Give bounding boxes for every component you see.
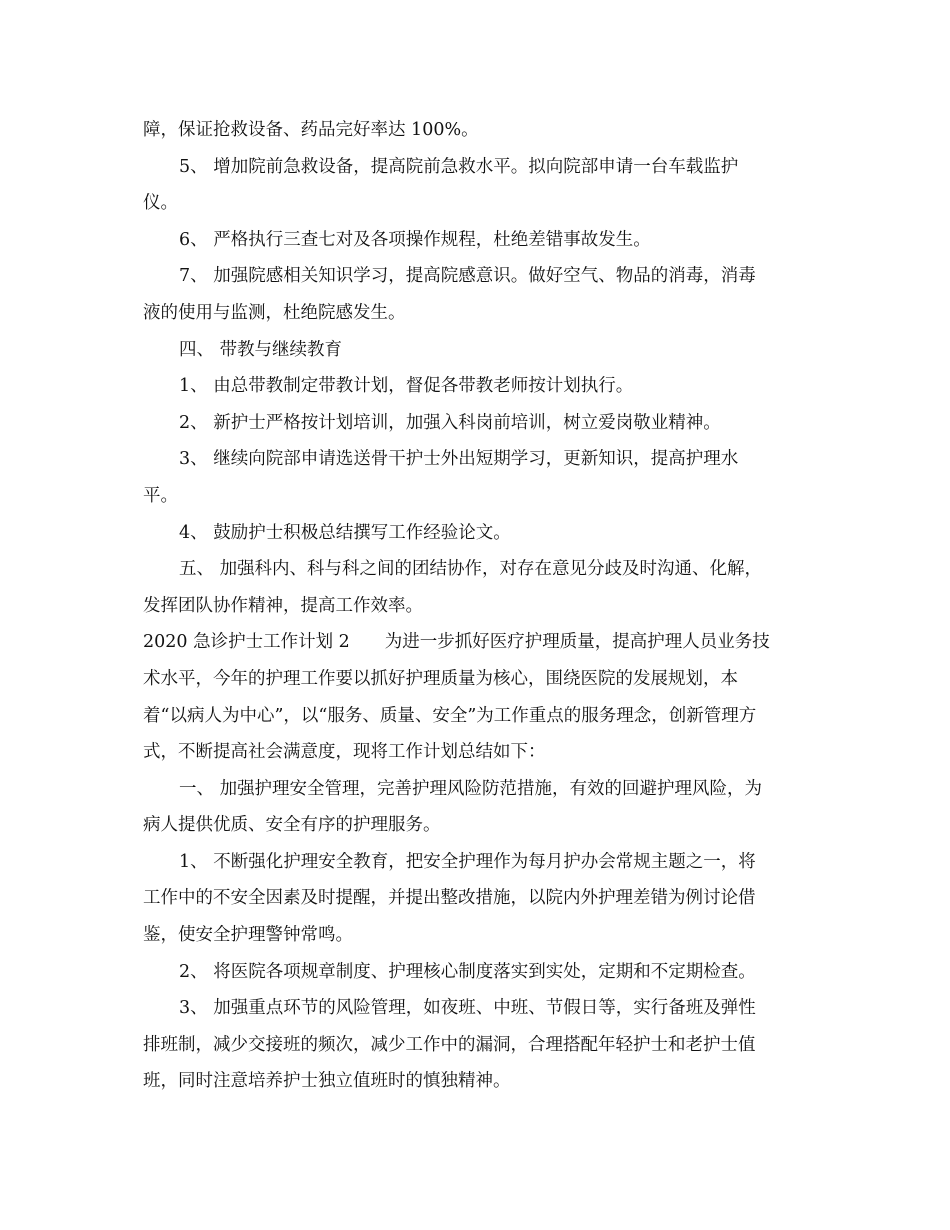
text-line: 工作中的不安全因素及时提醒，并提出整改措施，以院内外护理差错为例讨论借 bbox=[143, 888, 756, 909]
plan-title-line: 2020 急诊护士工作计划 2 为进一步抓好医疗护理质量，提高护理人员业务技 bbox=[143, 632, 770, 653]
text-line: 班，同时注意培养护士独立值班时的慎独精神。 bbox=[143, 1071, 511, 1092]
text-line: 病人提供优质、安全有序的护理服务。 bbox=[143, 815, 441, 836]
text-line: 2、 将医院各项规章制度、护理核心制度落实到实处，定期和不定期检查。 bbox=[179, 961, 756, 982]
text-line: 术水平，今年的护理工作要以抓好护理质量为核心，围绕医院的发展规划，本 bbox=[143, 668, 738, 689]
text-line: 平。 bbox=[143, 485, 178, 506]
text-line: 1、 由总带教制定带教计划，督促各带教老师按计划执行。 bbox=[179, 376, 634, 397]
text-line: 着“以病人为中心”，以“服务、质量、安全”为工作重点的服务理念，创新管理方 bbox=[143, 705, 757, 726]
text-line: 仪。 bbox=[143, 193, 178, 214]
text-line: 6、 严格执行三查七对及各项操作规程，杜绝差错事故发生。 bbox=[179, 229, 651, 250]
text-line: 3、 继续向院部申请选送骨干护士外出短期学习，更新知识，提高护理水 bbox=[179, 449, 739, 470]
text-line: 2、 新护士严格按计划培训，加强入科岗前培训，树立爱岗敬业精神。 bbox=[179, 412, 721, 433]
text-line: 发挥团队协作精神，提高工作效率。 bbox=[143, 595, 423, 616]
text-line: 障，保证抢救设备、药品完好率达 100%。 bbox=[143, 120, 479, 140]
text-line: 式，不断提高社会满意度，现将工作计划总结如下： bbox=[143, 742, 546, 763]
text-line: 3、 加强重点环节的风险管理，如夜班、中班、节假日等，实行备班及弹性 bbox=[179, 998, 756, 1019]
text-line: 液的使用与监测，杜绝院感发生。 bbox=[143, 302, 406, 323]
text-line: 排班制，减少交接班的频次，减少工作中的漏洞，合理搭配年轻护士和老护士值 bbox=[143, 1034, 756, 1055]
section-heading: 五、 加强科内、科与科之间的团结协作，对存在意见分歧及时沟通、化解， bbox=[179, 559, 763, 580]
section-heading: 一、 加强护理安全管理，完善护理风险防范措施，有效的回避护理风险，为 bbox=[179, 778, 763, 799]
text-line: 1、 不断强化护理安全教育，把安全护理作为每月护办会常规主题之一，将 bbox=[179, 851, 756, 872]
text-line: 7、 加强院感相关知识学习，提高院感意识。做好空气、物品的消毒，消毒 bbox=[179, 266, 756, 287]
text-line: 5、 增加院前急救设备，提高院前急救水平。拟向院部申请一台车载监护 bbox=[179, 156, 739, 177]
document-body bbox=[143, 112, 808, 1100]
text-line: 4、 鼓励护士积极总结撰写工作经验论文。 bbox=[179, 522, 511, 543]
text-line: 鉴，使安全护理警钟常鸣。 bbox=[143, 925, 353, 946]
section-heading: 四、 带教与继续教育 bbox=[179, 339, 343, 360]
